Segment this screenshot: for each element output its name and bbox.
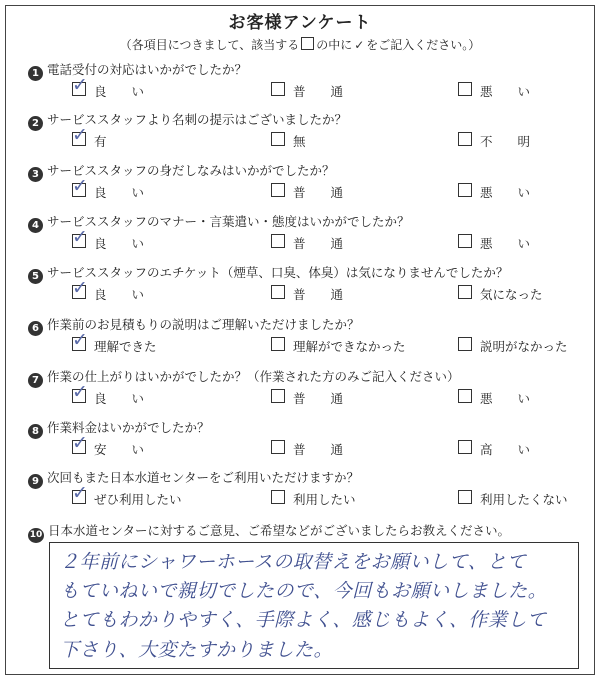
- option-label: 利用したい: [293, 492, 356, 507]
- checkmark-icon: ✓: [72, 329, 88, 351]
- question-label: [28, 367, 460, 388]
- survey-title: お客様アンケート: [228, 13, 372, 33]
- option-checkbox[interactable]: [458, 337, 472, 351]
- question-6: [28, 315, 588, 365]
- option-label: 普 通: [293, 287, 344, 302]
- question-text: サービススタッフのエチケット（煙草、口臭、体臭）は気になりませんでしたか？: [47, 265, 509, 280]
- option-checkbox[interactable]: [72, 175, 88, 197]
- option-label: 安 い: [94, 442, 145, 457]
- option-label: 不 明: [480, 134, 531, 149]
- question-text: サービススタッフのマナー・言葉遣い・態度はいかがでしたか？: [47, 214, 410, 229]
- option-checkbox[interactable]: [271, 337, 285, 351]
- question-number: 7: [28, 373, 43, 388]
- instruction-checkmark-icon: ✓: [354, 38, 365, 52]
- option-checkbox[interactable]: [72, 432, 88, 454]
- instruction-after: の中に: [316, 38, 353, 52]
- instruction-before: （各項目につきまして、該当する: [119, 38, 300, 52]
- question-number: 5: [28, 269, 43, 284]
- option-checkbox[interactable]: [458, 389, 472, 403]
- option-label: 説明がなかった: [480, 339, 568, 354]
- option-label: 利用したくない: [480, 492, 568, 507]
- question-text: 作業料金はいかがでしたか？: [47, 420, 210, 435]
- option-checkbox[interactable]: [271, 183, 285, 197]
- question-3: [28, 161, 588, 211]
- option-checkbox[interactable]: [458, 132, 472, 146]
- option-label: 普 通: [293, 236, 344, 251]
- option-label: 悪 い: [480, 84, 531, 99]
- question-4: [28, 212, 588, 262]
- option-checkbox[interactable]: [72, 226, 88, 248]
- checkmark-icon: ✓: [72, 175, 88, 197]
- option-label: 悪 い: [480, 236, 531, 251]
- question-number: 2: [28, 116, 43, 131]
- option-checkbox[interactable]: [458, 440, 472, 454]
- option-checkbox[interactable]: [72, 74, 88, 96]
- instruction-checkbox-icon: [301, 37, 314, 50]
- option-label: 良 い: [94, 185, 145, 200]
- question-number: 1: [28, 66, 43, 81]
- handwritten-line: もていねいで親切でしたので、今回もお願いしました。: [60, 580, 548, 602]
- option-label: 良 い: [94, 236, 145, 251]
- question-9: [28, 468, 588, 518]
- question-text: 日本水道センターに対するご意見、ご希望などがございましたらお教えください。: [48, 523, 511, 538]
- question-2: [28, 110, 588, 160]
- question-text: サービススタッフの身だしなみはいかがでしたか？: [47, 163, 335, 178]
- question-label: [28, 418, 210, 439]
- option-checkbox[interactable]: [72, 277, 88, 299]
- option-label: 悪 い: [480, 391, 531, 406]
- option-checkbox[interactable]: [458, 183, 472, 197]
- option-label: 気になった: [480, 287, 543, 302]
- option-label: 普 通: [293, 442, 344, 457]
- option-label: ぜひ利用したい: [94, 492, 182, 507]
- option-label: 良 い: [94, 84, 145, 99]
- checkmark-icon: ✓: [72, 124, 88, 146]
- option-checkbox[interactable]: [458, 285, 472, 299]
- question-number: 6: [28, 321, 43, 336]
- question-label: [28, 60, 247, 81]
- option-label: 普 通: [293, 185, 344, 200]
- option-label: 良 い: [94, 391, 145, 406]
- handwritten-line: 下さり、大変たすかりました。: [60, 639, 334, 661]
- question-text: 作業の仕上がりはいかがでしたか？（作業された方のみご記入ください）: [47, 369, 460, 384]
- option-label: 高 い: [480, 442, 531, 457]
- question-number: 8: [28, 424, 43, 439]
- instruction-end: をご記入ください。）: [366, 38, 481, 52]
- question-8: [28, 418, 588, 468]
- question-label: [28, 263, 508, 284]
- option-label: 無: [293, 134, 306, 149]
- option-checkbox[interactable]: [72, 482, 88, 504]
- option-label: 悪 い: [480, 185, 531, 200]
- question-5: [28, 263, 588, 313]
- checkmark-icon: ✓: [72, 277, 88, 299]
- question-7: [28, 367, 588, 417]
- checkmark-icon: ✓: [72, 381, 88, 403]
- option-checkbox[interactable]: [271, 389, 285, 403]
- option-label: 理解できた: [94, 339, 157, 354]
- instruction-text: [0, 36, 600, 53]
- option-checkbox[interactable]: [72, 329, 88, 351]
- option-checkbox[interactable]: [458, 490, 472, 504]
- handwritten-line: ２年前にシャワーホースの取替えをお願いして、とて: [60, 551, 527, 573]
- option-label: 普 通: [293, 391, 344, 406]
- option-checkbox[interactable]: [271, 440, 285, 454]
- question-1: [28, 60, 588, 110]
- option-checkbox[interactable]: [458, 234, 472, 248]
- question-text: 次回もまた日本水道センターをご利用いただけますか？: [47, 470, 360, 485]
- option-checkbox[interactable]: [458, 82, 472, 96]
- option-checkbox[interactable]: [271, 132, 285, 146]
- option-checkbox[interactable]: [72, 381, 88, 403]
- option-label: 良 い: [94, 287, 145, 302]
- option-label: 理解ができなかった: [293, 339, 406, 354]
- option-checkbox[interactable]: [271, 490, 285, 504]
- checkmark-icon: ✓: [72, 226, 88, 248]
- question-text: 電話受付の対応はいかがでしたか？: [47, 62, 248, 77]
- checkmark-icon: ✓: [72, 482, 88, 504]
- option-checkbox[interactable]: [271, 82, 285, 96]
- question-text: サービススタッフより名刺の提示はございましたか？: [47, 112, 348, 127]
- question-10: [28, 521, 510, 543]
- option-checkbox[interactable]: [72, 124, 88, 146]
- question-number: 3: [28, 167, 43, 182]
- handwritten-line: とてもわかりやすく、手際よく、感じもよく、作業して: [60, 609, 547, 631]
- question-number: 9: [28, 474, 43, 489]
- question-number: 10: [28, 528, 44, 543]
- option-label: 有: [94, 134, 107, 149]
- comment-box[interactable]: [49, 542, 579, 669]
- option-label: 普 通: [293, 84, 344, 99]
- checkmark-icon: ✓: [72, 74, 88, 96]
- question-number: 4: [28, 218, 43, 233]
- option-checkbox[interactable]: [271, 285, 285, 299]
- option-checkbox[interactable]: [271, 234, 285, 248]
- question-text: 作業前のお見積もりの説明はご理解いただけましたか？: [47, 317, 360, 332]
- checkmark-icon: ✓: [72, 432, 88, 454]
